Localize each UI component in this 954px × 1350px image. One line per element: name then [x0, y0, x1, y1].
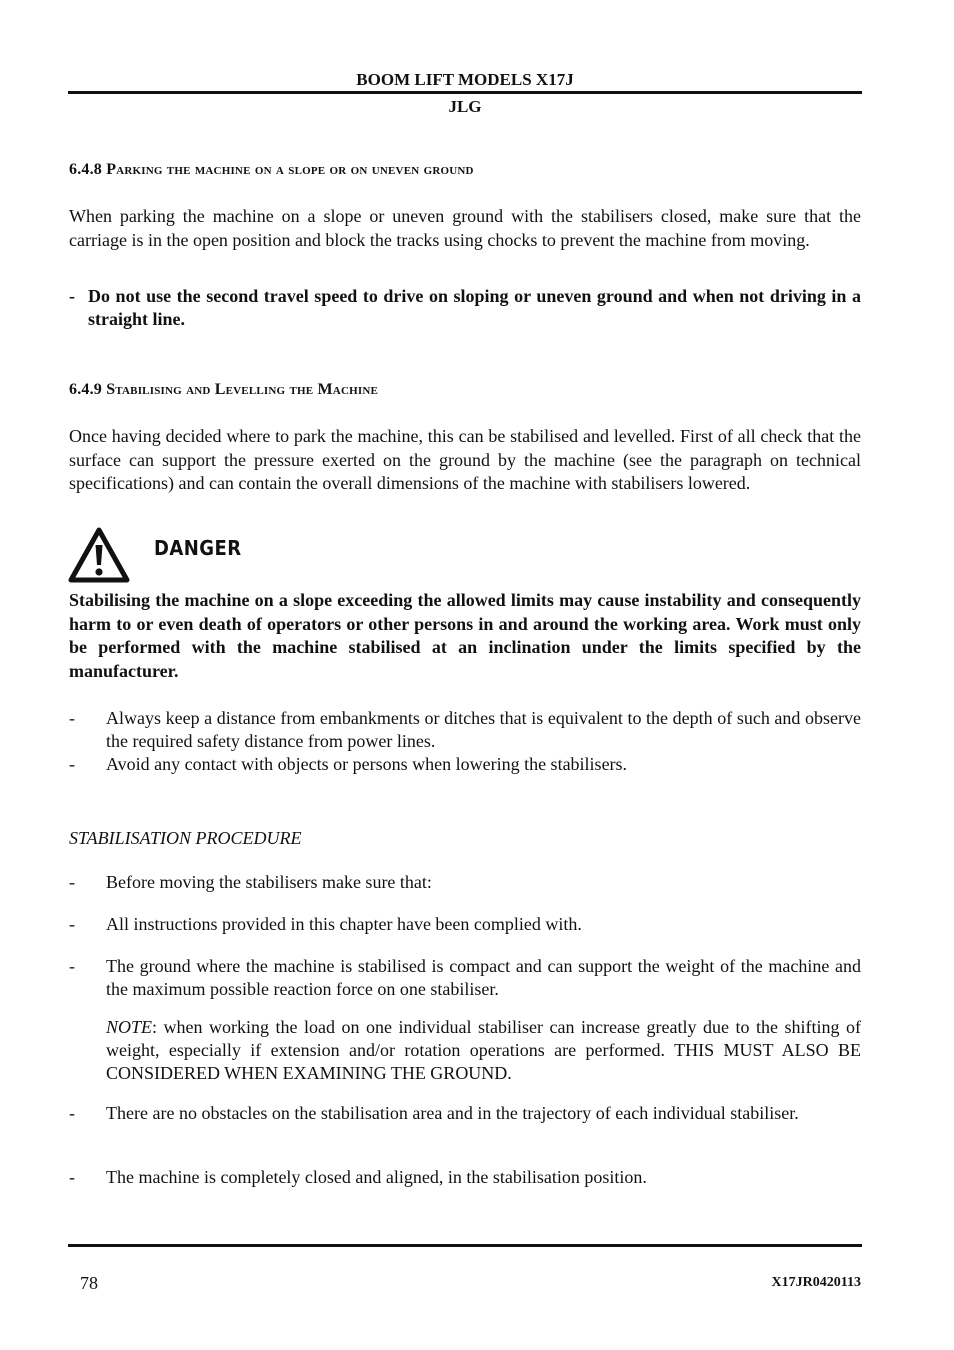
section-648-heading: 6.4.8 Parking the machine on a slope or on uneven ground: [69, 161, 474, 178]
header-title: BOOM LIFT MODELS X17J: [356, 70, 574, 89]
procedure-title: STABILISATION PROCEDURE: [69, 828, 302, 848]
list-item: [69, 1102, 861, 1125]
list-item: [69, 913, 861, 936]
bullet-dash: -: [69, 1167, 75, 1187]
list-item: [69, 707, 861, 753]
list-item: [69, 1166, 861, 1189]
bullet-dash: -: [69, 872, 75, 892]
list-item-text: Before moving the stabilisers make sure that:: [106, 872, 432, 892]
danger-label: DANGER: [154, 536, 242, 560]
section-649-heading: 6.4.9 Stabilising and Levelling the Machine: [69, 381, 379, 398]
note-label: NOTE: [106, 1017, 153, 1037]
note-body: : when working the load on one individual stabiliser can increase greatly due to the shifting of weight, especially if extension and/or rotation operations are performed. THIS MUST ALSO BE CONSIDERED WHEN EXAMINING THE GROUND.: [106, 1017, 861, 1083]
header-rule: [68, 91, 862, 94]
footer-rule: [68, 1244, 862, 1247]
bullet-dash: -: [69, 914, 75, 934]
section-648-body: When parking the machine on a slope or uneven ground with the stabilisers closed, make sure that the carriage is in the open position and block the tracks using chocks to prevent the machine from moving.: [69, 206, 861, 250]
doc-code: X17JR0420113: [771, 1275, 861, 1290]
list-item-text: Always keep a distance from embankments or ditches that is equivalent to the depth of such and observe the required safety distance from power lines.: [106, 708, 861, 751]
warning-triangle-icon: [68, 527, 130, 583]
page-number: 78: [80, 1273, 98, 1293]
list-item: [69, 955, 861, 1001]
bullet-dash: -: [69, 708, 75, 728]
note-text: [106, 1016, 861, 1085]
note-block: [69, 1016, 861, 1085]
bullet-dash: -: [69, 754, 75, 774]
section-648-warning: [69, 285, 861, 331]
list-item-text: All instructions provided in this chapter have been complied with.: [106, 914, 582, 934]
list-item: [69, 871, 861, 894]
danger-text: Stabilising the machine on a slope exceeding the allowed limits may cause instability and consequently harm to or even death of operators or other persons in and around the working area. Work must only be performed with the machine stabilised at an inclination under the limits specified by the manufacturer.: [69, 590, 861, 681]
bullet-dash: -: [69, 1103, 75, 1123]
warning-text: Do not use the second travel speed to drive on sloping or uneven ground and when not driving in a straight line.: [88, 286, 861, 329]
list-item-text: Avoid any contact with objects or persons when lowering the stabilisers.: [106, 754, 628, 774]
bullet-dash: -: [69, 286, 75, 306]
list-item-text: There are no obstacles on the stabilisation area and in the trajectory of each individual stabiliser.: [106, 1103, 799, 1123]
list-item: [69, 753, 861, 776]
section-649-body: Once having decided where to park the machine, this can be stabilised and levelled. First of all check that the surface can support the pressure exerted on the ground by the machine (see the paragraph on technical specifications) and can contain the overall dimensions of the machine with stabilisers lowered.: [69, 426, 861, 493]
list-item-text: The machine is completely closed and aligned, in the stabilisation position.: [106, 1167, 647, 1187]
header-brand: JLG: [448, 97, 482, 116]
list-item-text: The ground where the machine is stabilised is compact and can support the weight of the machine and the maximum possible reaction force on one stabiliser.: [106, 956, 861, 999]
bullet-dash: -: [69, 956, 75, 976]
